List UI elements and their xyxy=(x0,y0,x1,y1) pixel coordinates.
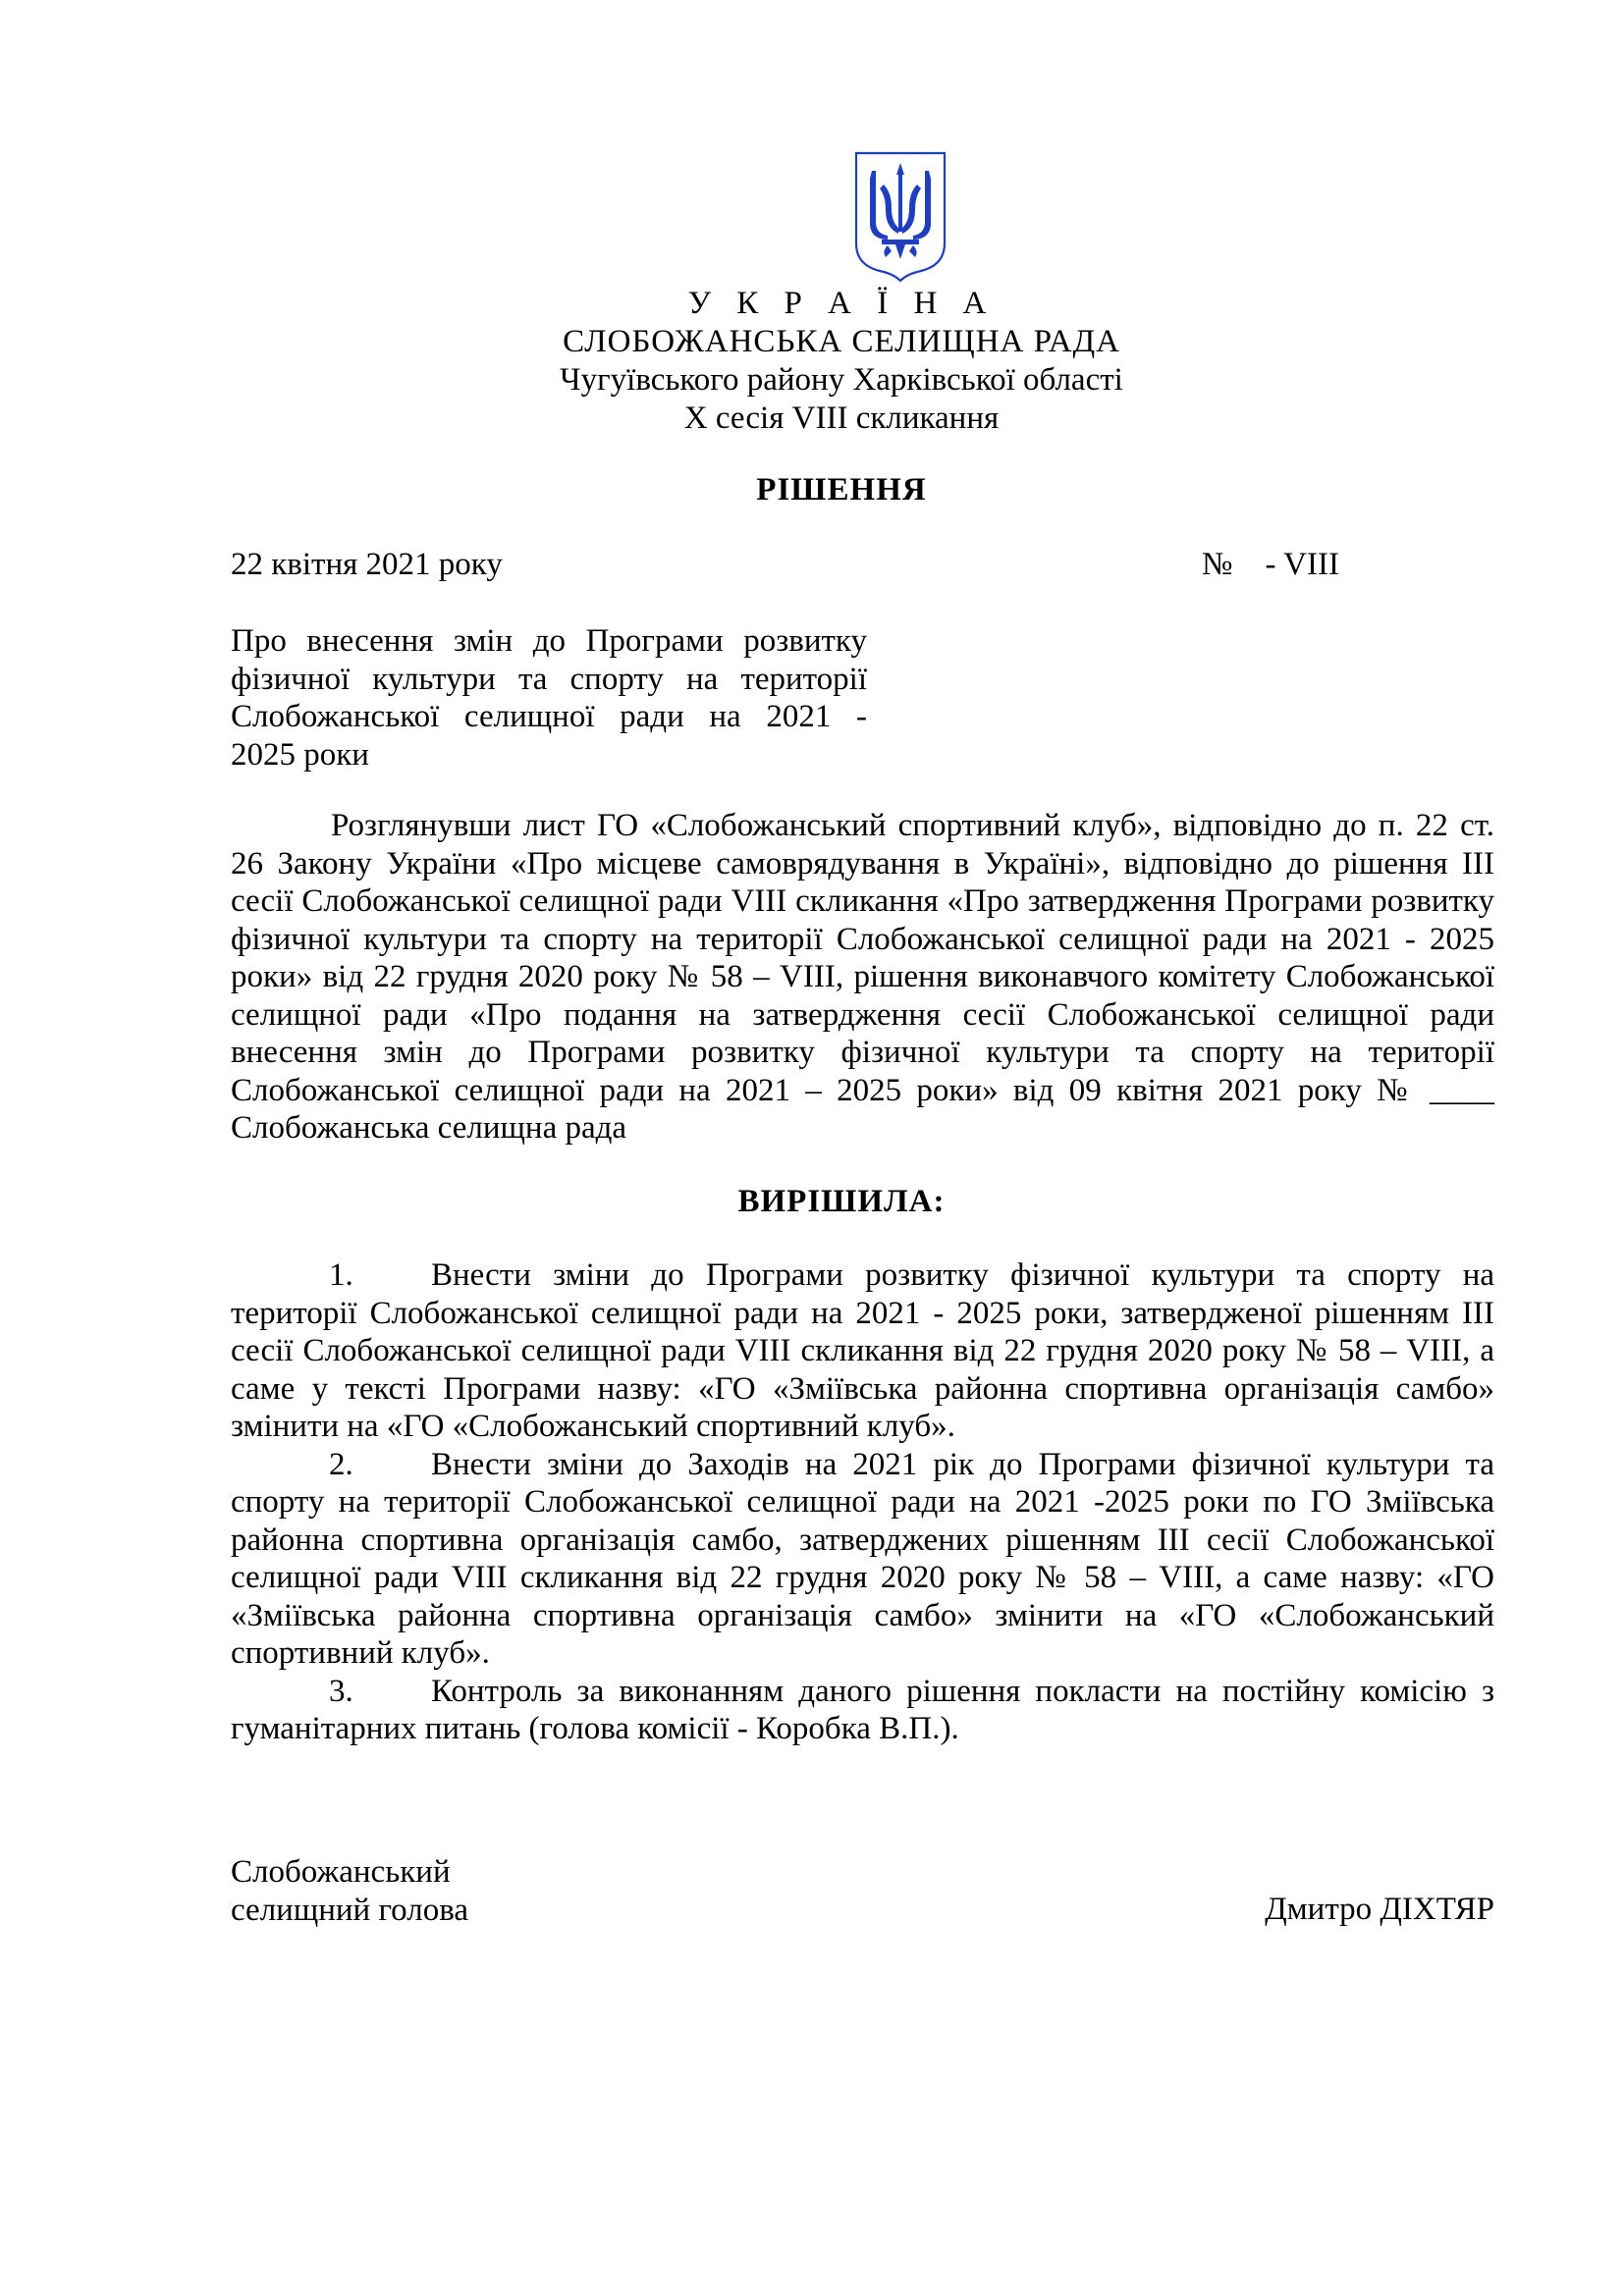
document-header xyxy=(0,285,1624,438)
signatory-position xyxy=(231,1853,468,1929)
country-name: У К Р А Ї Н А xyxy=(687,286,996,321)
item-number: 1. xyxy=(329,1257,353,1293)
item-number: 3. xyxy=(329,1673,353,1709)
session-info: X сесія VIII скликання xyxy=(683,400,1000,436)
signatory-position-line: селищний голова xyxy=(231,1892,469,1928)
item-text: Внести зміни до Заходів на 2021 рік до Програми фізичної культури та спорту на території Слобожанської селищної ради на 2021 -2025 роки по ГО Зміївська районна спортивна організація самбо, затверджених рішенням ІІІ сесії Слобожанської селищної ради VIII скликання від 22 грудня 2020 року № 58 – VIII, а саме назву: «ГО «Зміївська районна спортивна організація самбо» змінити на «ГО «Слобожанський спортивний клуб». xyxy=(231,1446,1494,1671)
subject-text-end: 2025 роки xyxy=(231,736,369,773)
decision-item xyxy=(231,1446,1494,1673)
item-number: 2. xyxy=(329,1446,353,1482)
decision-title: РІШЕННЯ xyxy=(756,472,927,507)
decision-number: № - VIII xyxy=(1202,547,1339,582)
item-text: Контроль за виконанням даного рішення покласти на постійну комісію з гуманітарних питань (голова комісії - Коробка В.П.). xyxy=(231,1673,1494,1746)
item-text: Внести зміни до Програми розвитку фізичної культури та спорту на території Слобожанської селищної ради на 2021 - 2025 роки, затвердженої рішенням ІІІ сесії Слобожанської селищної ради VIII скликання від 22 грудня 2020 року № 58 – VIII, а саме у тексті Програми назву: «ГО «Зміївська районна спортивна організація самбо» змінити на «ГО «Слобожанський спортивний клуб». xyxy=(231,1257,1494,1444)
decision-items xyxy=(231,1256,1494,1748)
signatory-position-line: Слобожанський xyxy=(231,1854,451,1890)
decision-item xyxy=(231,1673,1494,1748)
decision-item xyxy=(231,1256,1494,1446)
signatory-name: Дмитро ДІХТЯР xyxy=(1265,1892,1494,1927)
resolved-title: ВИРІШИЛА: xyxy=(737,1184,946,1219)
council-name: СЛОБОЖАНСЬКА СЕЛИЩНА РАДА xyxy=(563,324,1120,359)
tryzub-coat-of-arms-icon xyxy=(852,149,948,285)
decision-date: 22 квітня 2021 року xyxy=(231,547,503,582)
subject-text: Про внесення змін до Програми розвитку фізичної культури та спорту на території Слобожанської селищної ради на 2021 - xyxy=(231,623,867,734)
decision-subject xyxy=(231,622,867,774)
district-name: Чугуївського району Харківської області xyxy=(560,362,1123,398)
preamble-paragraph: Розглянувши лист ГО «Слобожанський спортивний клуб», відповідно до п. 22 ст. 26 Закону України «Про місцеве самоврядування в Україні», відповідно до рішення ІІІ сесії Слобожанської селищної ради VIII скликання «Про затвердження Програми розвитку фізичної культури та спорту на території Слобожанської селищної ради на 2021 - 2025 роки» від 22 грудня 2020 року № 58 – VIII, рішення виконавчого комітету Слобожанської селищної ради «Про подання на затвердження сесії Слобожанської селищної ради внесення змін до Програми розвитку фізичної культури та спорту на території Слобожанської селищної ради на 2021 – 2025 роки» від 09 квітня 2021 року № ____ Слобожанська селищна рада xyxy=(231,808,1494,1146)
